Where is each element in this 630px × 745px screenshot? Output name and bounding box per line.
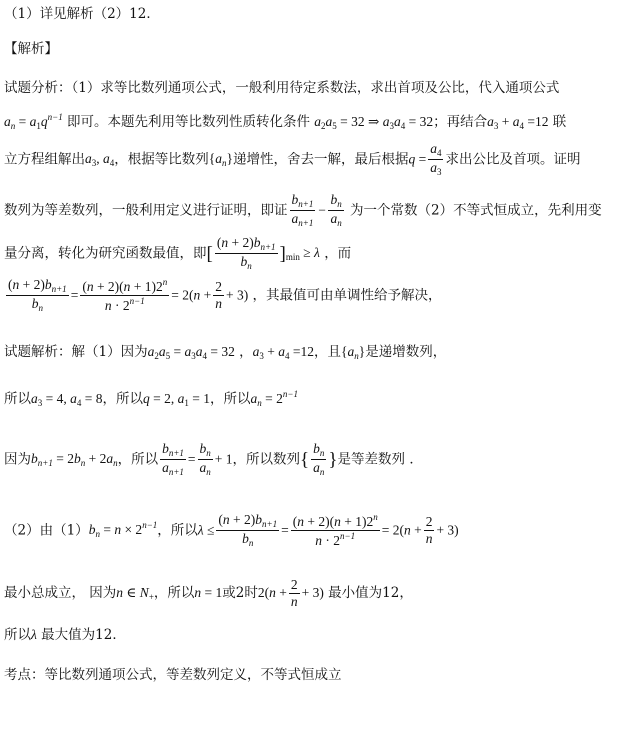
analysis-text: 即可。本题先利用等比数列性质转化条件 [67,114,310,130]
formula: ]$_{min} \ge \lambda$ [279,243,320,265]
solution-line-3 [4,442,624,478]
formula: } [328,449,338,471]
formula: + 3) [301,585,324,601]
solution-text: ，所以 [157,522,198,539]
solution-label: 试题解析：解（1）因为 [4,344,148,360]
formula: = [70,287,79,303]
formula: $a_n = 2^{n-1}$ [250,389,298,408]
formula: $\frac{2}{n}$ [215,279,223,312]
formula: $\frac{b_n}{a_n}$ [330,192,342,229]
formula: + 3) [436,522,459,538]
solution-text: 所以 [4,627,31,643]
kaodian-line: 考点：等比数列通项公式，等差数列定义，不等式恒成立 [4,667,342,683]
analysis-text: 联 [552,114,567,130]
formula: { [300,449,310,471]
formula: + 3) [226,287,249,303]
formula: n ∈ $N_+$ [116,585,154,603]
analysis-text: （1）求等比数列通项公式，一般利用待定系数法，求出首项及公比，代入通项公式 [71,80,560,96]
analysis-text: 为一个常数（2）不等式恒成立，先利用变 [350,202,602,219]
formula: = [187,451,196,467]
solution-line-5 [4,578,624,609]
solution-text: 所以 [4,391,31,407]
formula: $a_3 + a_4 =12$ [487,114,549,131]
formula: $a_2a_5 = 32$ ⇒ $a_3a_4 = 32$ [314,114,434,131]
solution-text: 最大值为12． [41,627,126,643]
analysis-text: ；再结合 [433,114,488,130]
analysis-line-4 [4,193,624,229]
analysis-text: 递增性，舍去一解，最后根据 [232,151,409,168]
formula: $\frac{(n + 2)(n + 1)2^n}{n \cdot 2^{n-1}}$ [82,277,168,314]
analysis-text: 量分离，转化为研究函数最值，即 [4,245,207,262]
analysis-label: 试题分析： [4,80,72,96]
section-heading: 【解析】 [4,41,58,57]
formula: $\frac{2}{n}$ [425,514,433,547]
solution-text: ，所以 [117,451,159,468]
formula: [ [206,243,213,265]
analysis-line-6 [4,278,624,314]
solution-text: （2）由（1） [4,522,89,539]
formula: λ ≤ [197,522,215,538]
formula: $\frac{b_n}{a_n}$ [199,441,211,478]
solution-text: 最小总成立， 因为 [4,585,117,602]
formula: = 2(n + [171,287,212,303]
formula: $\frac{a_4}{a_3}$ [430,141,442,178]
solution-line-1: 试题解析：解（1）因为$a_2a_5 = a_3a_4 = 32$ ，$a_3 + a_4 =12$，且$\{a_n\}$是递增数列， [4,344,447,361]
formula: $b_{n+1} = 2b_n + 2a_n$ [31,451,118,469]
formula: $\{a_n\}$ [341,344,366,361]
formula: $\frac{b_{n+1}}{a_{n+1}}$ [291,192,314,229]
formula: = [281,522,289,538]
formula: q = 2, $a_1 = 1$ [143,391,210,408]
analysis-text: ，而 [324,245,352,262]
solution-line-2 [4,390,624,408]
formula: $\{a_n\}$ [208,151,233,169]
formula: $\frac{(n + 2)b_{n+1}}{b_n}$ [218,512,278,549]
solution-text: 是等差数列 ． [337,451,423,468]
solution-text: 最小值为12， [328,585,413,602]
solution-text: ，所以 [153,585,195,602]
solution-line-6 [4,628,624,643]
formula: $\frac{b_{n+1}}{a_{n+1}}$ [162,441,184,478]
analysis-line-2 [4,113,624,131]
solution-text: ，所以 [210,391,251,407]
analysis-text: 数列为等差数列，一般利用定义进行证明，即证 [4,202,288,219]
formula: $\frac{(n + 2)(n + 1)2^n}{n \cdot 2^{n-1}}$ [292,512,378,549]
formula: $\frac{b_n}{a_n}$ [313,441,325,478]
analysis-line-1 [4,82,624,96]
analysis-text: ，根据等比数列 [114,151,209,168]
formula: 2(n + [257,585,287,601]
analysis-line-5 [4,236,624,272]
formula: $\frac{(n + 2)b_{n+1}}{b_n}$ [8,277,67,314]
formula: $a_n = a_1q^{n-1}$ [4,112,63,131]
solution-text: ，所以数列 [232,451,301,468]
answer-line: （1）详见解析（2）12． [4,6,160,22]
solution-text: ，所以 [102,391,143,407]
formula: λ [31,627,37,642]
formula: $\frac{(n + 2)b_{n+1}}{b_n}$ [216,235,276,272]
formula: $a_3$, $a_4$ [85,151,115,169]
formula: − [317,202,327,218]
solution-text: 或2时 [222,585,258,602]
formula: $a_3 = 4$, $a_4 = 8$ [31,391,103,408]
formula: $a_3 + a_4 =12$ [252,344,315,361]
solution-line-4 [4,513,624,549]
solution-text: 因为 [4,451,31,468]
formula: n = 1 [194,585,223,601]
formula: $b_n = n \times 2^{n-1}$ [88,520,158,540]
solution-text: ，且 [314,344,342,360]
analysis-text: ，其最值可由单调性给予解决， [252,287,442,304]
analysis-text: 求出公比及首项。证明 [445,151,581,168]
solution-text: 是递增数列， [365,344,447,360]
analysis-text: 立方程组解出 [4,151,85,168]
formula: = 2(n + [381,522,422,538]
analysis-line-3 [4,142,624,178]
formula: $a_2a_5 = a_3a_4 = 32$ [147,344,235,361]
formula: + 1 [214,451,233,467]
formula: q = [408,151,427,167]
formula: $\frac{2}{n}$ [290,577,298,610]
